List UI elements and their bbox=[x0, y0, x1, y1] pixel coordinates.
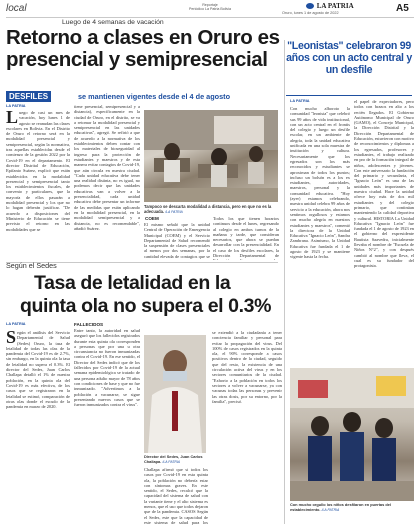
sidebar-column-1: Con mucho alboroto la comunidad "leonista" que celebró sus 99 años de vida institucional, con un acto central en el frontis del colegio y luego un desfile escolar, en un ambiente de alegría, toda la unidad educativa unificada en una sola muestra de institución y cultura. Necesariamente que los egresados son los más reconocidos y estudiantes se aproximan de todos los puntos; incluso un bolsón es a los ex estudiantes, autoridades, maestros, personal y la comunidad educativa. "Hoy (ayer) estamos celebrando, nuestra unidad celebra 99 años de servicio a la educación, ahora nos sentimos orgullosos y estamos con mucho alegría en nuestros estudiantes y maestros", comentó la directora de la Unidad Educativa "Ignacio León", Sandra Zambrana. Asimismo, la Unidad Educativa fue fundada el 1 de agosto de 1923 y se mantiene vigente hasta la fecha. bbox=[290, 106, 350, 260]
parade-photo bbox=[290, 368, 414, 501]
sidebar-byline: LA PATRIA bbox=[290, 99, 310, 103]
main-column-3: El mismo señaló que la unidad Central de Operación de Emergencia Municipal (COEM) y el Servicio Departamental de Salud recomendó la suspensión de clases presenciales al menos por dos semanas, por la cantidad elevada de contagios que se bbox=[144, 222, 210, 259]
header-center-line2: Periódico La Patria Bolivia bbox=[189, 7, 231, 12]
sidebar-column-2: el papel de expectadores, pero todos con brazos en alto a los recién llegados. El Gobierno Autónomo Municipal de Oruro (GAMO), el Concejo Municipal, la Dirección Distrital y la Dirección Departamental de Educación, estuvieron con motivo de reconocimientos y diplomas a los egresados, profesores y estudiantes, el trabajo realizado en pro de la formación integral de niños, adolescentes y jóvenes. Con este aniversario la fundación del primario y secundaria, el "Ignacio León" es una de las unidades más importantes de nuestra ciudad. Hace la unidad ofrece hoy más de dos mil estudiantes y del colegio primario, que continúan manteniendo la calidad deportiva y cultural. HISTORIA La Unidad Educativa "Ignacio León" fue fundada el 1 de agosto de 1923 en el gobierno del expresidente Bautista Saavedra, inicialmente llevaba el nombre de "Escuela de Niños N°2", y con después cambió al nombre que lleva, el cual es su fundador del protagonista. bbox=[354, 99, 414, 269]
second-column-2: Entre tanto, la autoridad en salud aseguró que los fallecidos registrados durante esta quinta ola corresponden a personas que por una u otra circunstancia no fueron inmunizadas contra el Covid-19. En ese sentido, el Director del Sedes indicó que de los fallecidos por Covid-19 de la actual semana epidemiológica se tratado de una persona adulto mayor de 78 años con condiciones de base y que no fue inmunizado. "Advertimos a la población a vacunarse, se sigue presentando nuevos casos que se fueron inmunizados contra el virus". bbox=[74, 328, 140, 408]
classroom-photo bbox=[144, 110, 278, 202]
newspaper-brand bbox=[306, 2, 354, 10]
classroom-caption-credit: /LA PATRIA bbox=[165, 210, 183, 214]
main-col1-text: uego de casi un mes de vacación, hoy lunes 1 de agosto se reanudan las clases escolares en Bolivia. En el Distrito de Oruro el retorno será en la modalidad presencial y semipresencial, según la normativa, tras aquellas establecidas desde el comienzo de la gestión 2022 por la Covid-19 en el departamento. El director Distrital de Educación, Epifanio Suárez, explicó que están establecidos en la modalidad presencial y semipresencial tanto los establecimientos fiscales, de convenio y particulares, que la mayoría de ellos pasarán a modalidad presencial y los que no lo hagan deberán justificar. "De acuerdo a disposiciones del Ministerio de Educación se tiene previsto el retorno en las modalidades que se bbox=[6, 110, 70, 232]
main-byline: LA PATRIA bbox=[6, 104, 26, 108]
official-caption-credit: /LA PATRIA bbox=[162, 459, 181, 464]
official-photo-caption bbox=[144, 455, 208, 464]
parade-caption-text: Con mucho orgullo los niños desfilaron en puertas del establecimiento. bbox=[290, 502, 391, 512]
brand-name: LA PATRIA bbox=[316, 2, 354, 10]
second-headline-line1: Tasa de letalidad en la bbox=[34, 272, 231, 294]
second-column-4: se extendió a la ciudadanía a tener conciencia familiar y personal para evitar la propagación del virus. Del 100% de casos registrados en la quinta ola, el 90% corresponde a casos positivos dentro de la ciudad, seguido que del resto, la existencia de una circulación activa del virus y en los sectores comunitarios de la ciudad. "Exhorto a la población en todos los sectores a volver a vacunarse, ya con vacunas todas las personas y prevenir las otras dosis, por su entorno, por la familia", precisó. bbox=[212, 330, 282, 404]
parade-photo-caption bbox=[290, 503, 414, 512]
classroom-caption-text: Tampoco se descarta modalidad a distancia, pero en que no es la adecuada. bbox=[144, 204, 272, 214]
second-col1-text: egún el análisis del Servicio Departamental de Salud (Sedes) Oruro, la tasa de letalidad de todas las olas de la pandemia del Covid-19 es de 2.7%, sin embargo, en la quinta ola la tasa de letalidad no supera el 0.3%. El director del Sedes, Juan Carlos Challapa detalló el 1% de nuestra población, en la quinta ola del Covid-19 es más efectiva, de los casos que se registraron en la letalidad se estimó, comparación de otras olas donde el escudo de la pandemia en marzo de 2020. bbox=[6, 330, 70, 410]
second-col2-label: FALLECIDOS bbox=[74, 322, 104, 327]
header-center-note bbox=[160, 3, 260, 11]
subhead-tag: DESFILES bbox=[6, 91, 51, 102]
header-center-line1: Reportaje bbox=[202, 3, 218, 7]
main-column-4: Todos los que tienen horarios continuos desde el lunes, regresando al colegio en ambos turnos de la mañana y tarde, que consideran necesarios, que ahora se puedan desarrollar con la presencialidad. En el caso de los desfiles escolares, la Dirección Departamental de bbox=[213, 216, 279, 259]
header-divider bbox=[6, 17, 414, 18]
classroom-photo-illustration bbox=[144, 110, 278, 202]
second-headline bbox=[6, 272, 282, 318]
page-number: A5 bbox=[396, 3, 409, 14]
main-headline bbox=[6, 27, 280, 71]
second-column-1 bbox=[6, 330, 70, 525]
second-col3-text: Challapa afirmó que si todos los casos por Covid-19 en esta quinta ola, la población no debería estar con síntomas graves. En este sentido, el Sedes, recalcó que la capacidad del sistema de salud con la variante tiene y el alto sistema es menos, que el uso que todos dejaron que de la pandemia. CASOS Según el Sedes, este que la capacidad de este sistema de salud para los bbox=[144, 467, 208, 525]
parade-photo-illustration bbox=[290, 368, 414, 501]
official-photo bbox=[144, 335, 206, 453]
main-column-1 bbox=[6, 110, 70, 260]
sidebar-headline: "Leonistas" celebraron 99 años con un acto central y un desfile bbox=[286, 40, 412, 76]
second-byline: LA PATRIA bbox=[6, 322, 26, 326]
parade-caption-credit: /LA PATRIA bbox=[321, 507, 340, 512]
main-col3-label: COEM bbox=[145, 216, 159, 221]
issue-date: Oruro, lunes 1 de agosto de 2022 bbox=[282, 11, 339, 15]
section-label: local bbox=[6, 3, 27, 14]
official-caption-text: Director del Sedes, Juan Carlos Challapa. bbox=[144, 454, 203, 464]
main-headline-line2: presencial y semipresencial bbox=[6, 48, 268, 71]
second-kicker: Según el Sedes bbox=[6, 261, 57, 270]
main-headline-line1: Retorno a clases en Oruro es bbox=[6, 26, 280, 49]
subhead-text: se mantienen vigentes desde el 4 de agosto bbox=[78, 92, 231, 101]
official-photo-illustration bbox=[144, 335, 206, 453]
dropcap-letter: L bbox=[6, 110, 19, 127]
second-dropcap-letter: S bbox=[6, 330, 17, 347]
sidebar-rule bbox=[286, 95, 412, 96]
brand-logo-icon bbox=[306, 3, 314, 9]
second-headline-line2: quinta ola no supera el 0.3% bbox=[20, 295, 272, 317]
second-column-3 bbox=[144, 467, 208, 525]
main-kicker: Luego de 4 semanas de vacación bbox=[62, 19, 164, 26]
main-column-2: tiene presencial, semipresencial y a distancia), específicamente en la ciudad de Oruro, en el distrito, se va a retomar la modalidad presencial y semipresencial en las unidades educativas", agregó. Se refirió a que de acuerdo a la normativa de los establecimientos deben contar con los materiales de bioseguridad al ingreso para la protección de estudiantes y maestros y de esta manera evitar contagios de Covid-19, que aún circula en nuestra ciudad. "Cada unidad educativa debe tener una realidad distinta, no es igual, no podemos decir que las unidades educativas van a volver a la presencialidad, cada unidad educativa debe presentar un informe de las medidas que están aplicando en la modalidad presencial, en la modalidad semipresencial y a distancia, no es recomendable", añadió Suárez. bbox=[74, 104, 140, 231]
classroom-photo-caption bbox=[144, 204, 280, 215]
sidebar-divider bbox=[284, 40, 285, 524]
main-subhead bbox=[6, 91, 278, 102]
